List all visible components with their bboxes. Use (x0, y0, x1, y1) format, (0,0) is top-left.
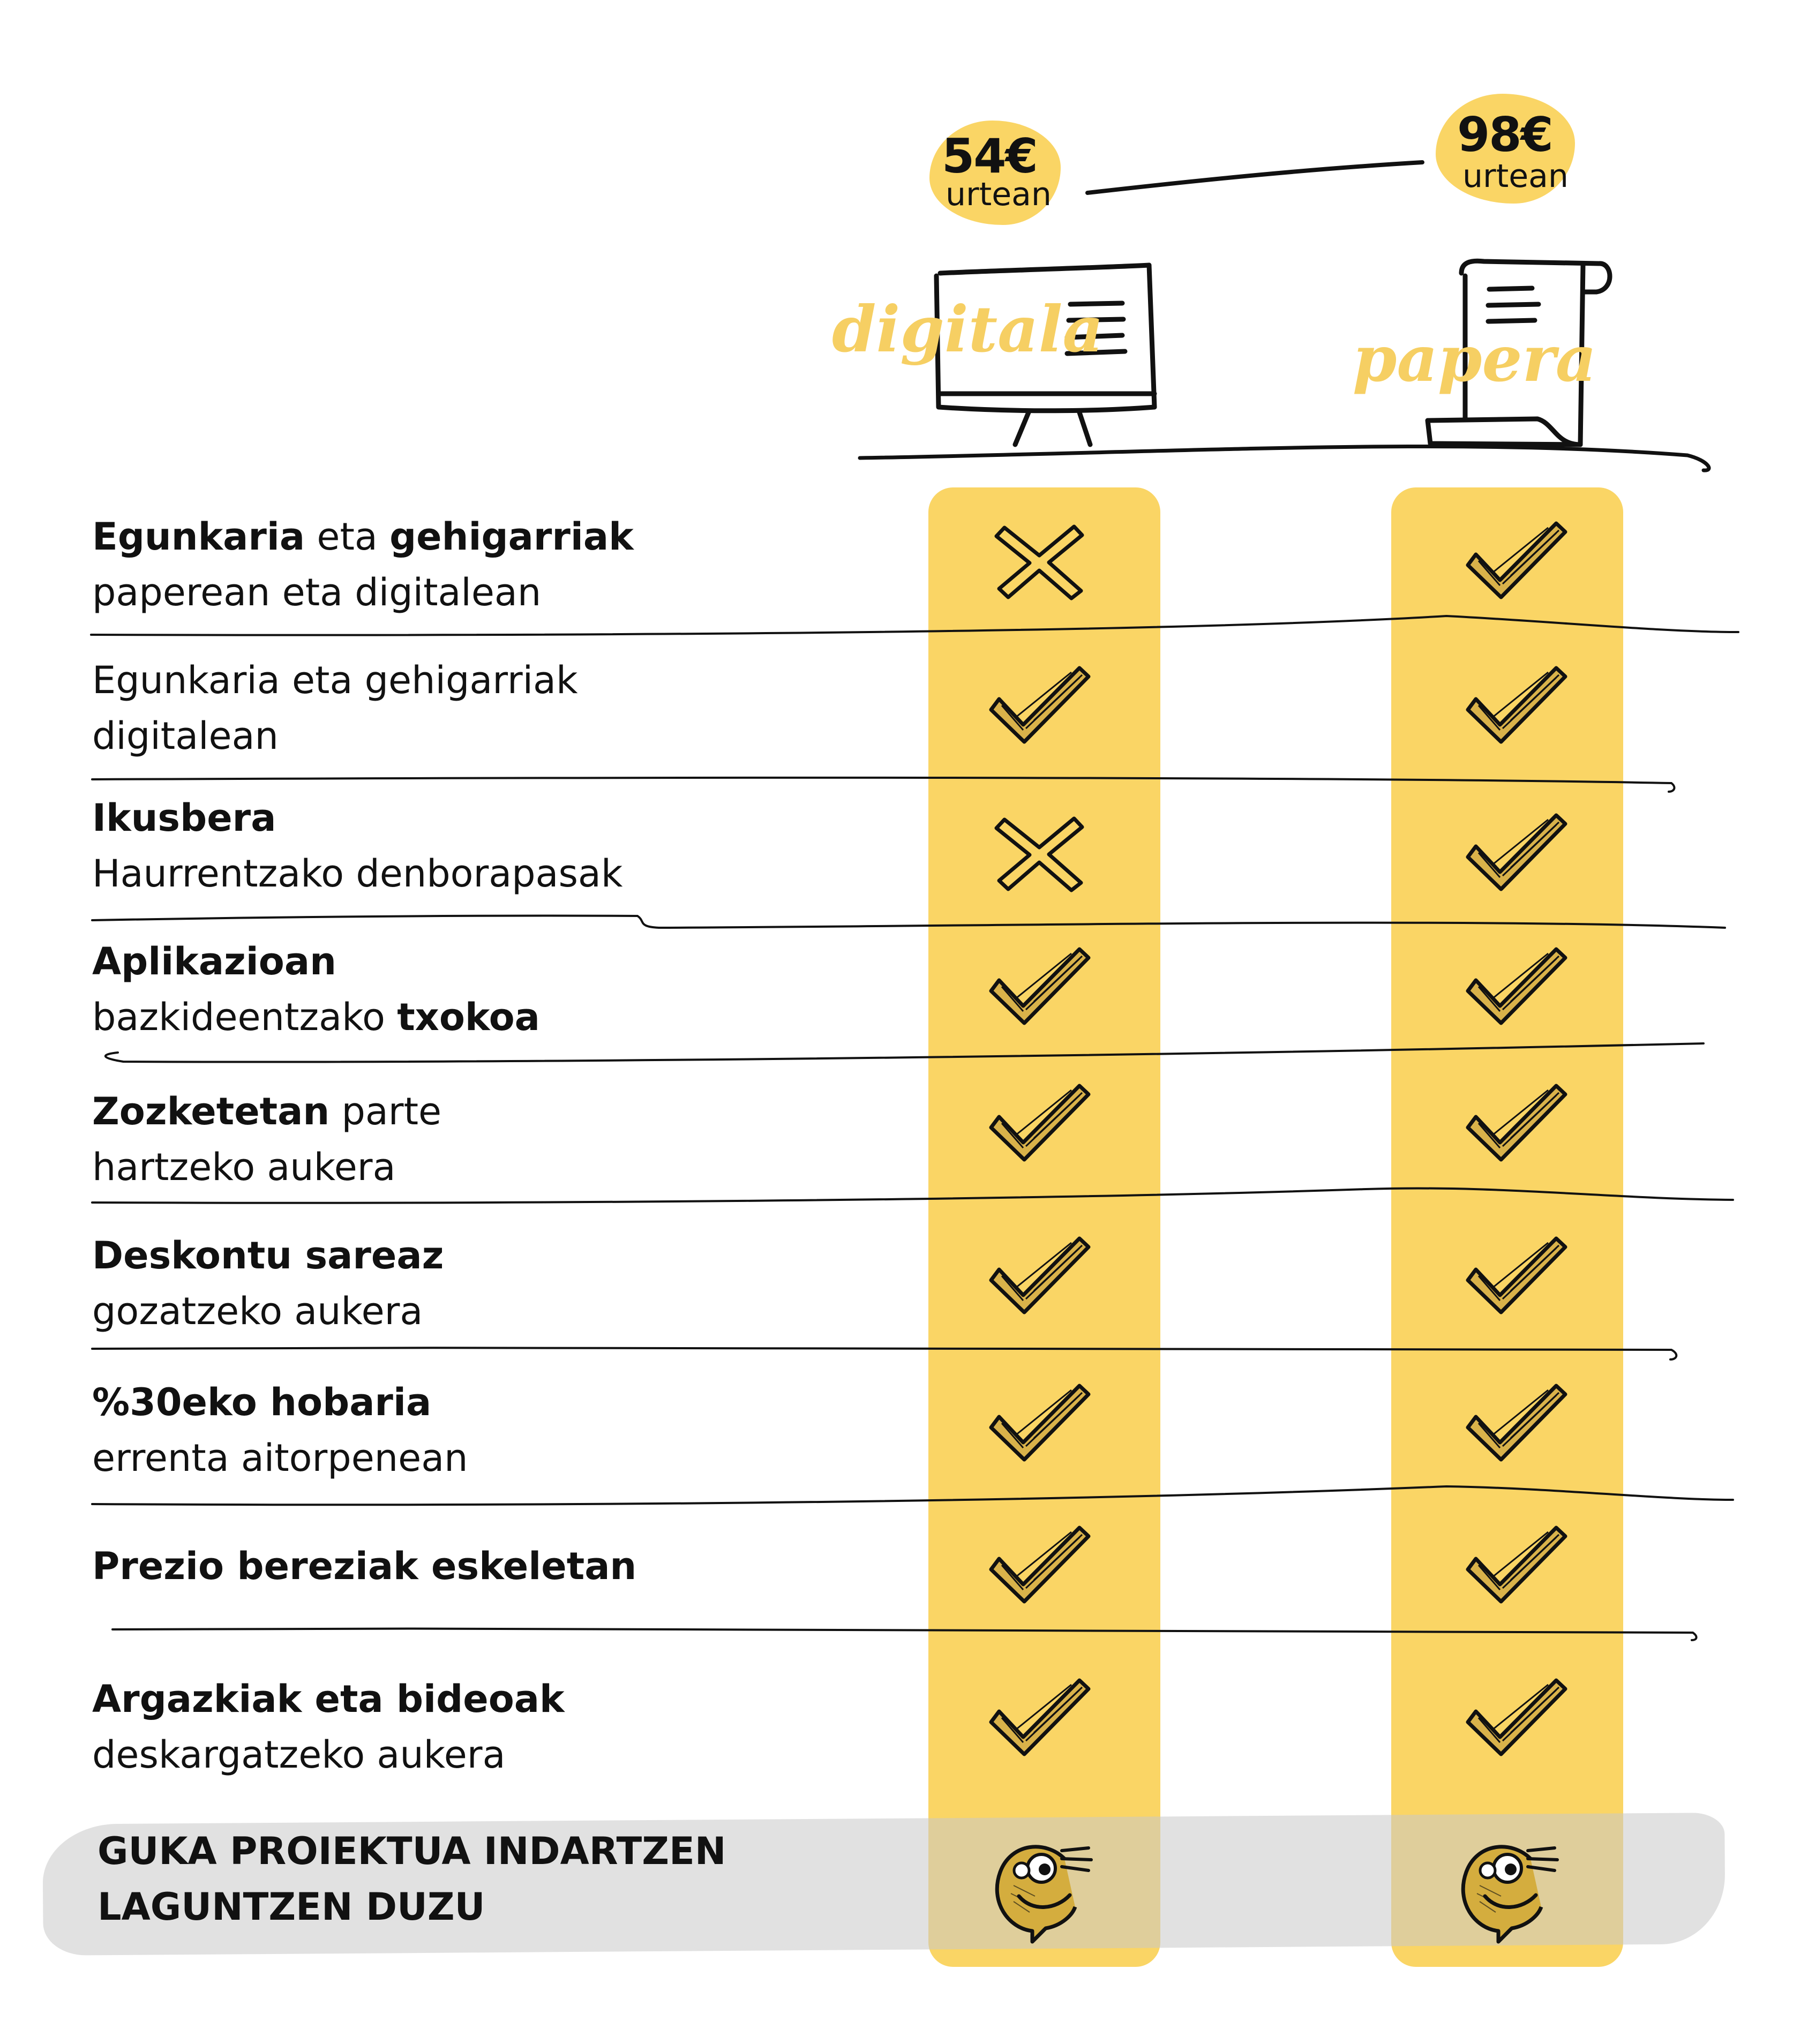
feature-row-hobaria (92, 1374, 869, 1486)
cross-icon (986, 809, 1093, 895)
feature-text: paperean eta digitalean (92, 570, 542, 614)
digital-plan-name: digitala (832, 292, 1104, 366)
feature-text-bold: Prezio bereziak eskeletan (92, 1544, 637, 1588)
feature-text-bold: %30eko hobaria (92, 1380, 432, 1424)
feature-row-eskeletan (92, 1538, 869, 1594)
check-icon (1462, 1674, 1570, 1760)
feature-text-bold: Deskontu sareaz (92, 1234, 444, 1278)
feature-text-bold: Zozketetan (92, 1089, 330, 1133)
feature-subtitle (92, 708, 869, 764)
check-icon (986, 1232, 1093, 1318)
paper-price-period: urtean (1462, 157, 1569, 195)
check-icon (986, 943, 1093, 1028)
feature-text-bold: txokoa (397, 995, 540, 1039)
feature-title (92, 790, 869, 846)
feature-text: eta (305, 515, 390, 559)
feature-row-ikusbera (92, 790, 869, 901)
feature-title (92, 1671, 869, 1727)
feature-title (92, 1084, 869, 1139)
feature-text-bold: Aplikazioan (92, 940, 336, 983)
feature-subtitle (92, 1430, 869, 1486)
feature-text: Haurrentzako denborapasak (92, 852, 623, 896)
digital-price-period: urtean (946, 176, 1052, 213)
feature-title (92, 509, 869, 565)
feature-text: errenta aitorpenean (92, 1436, 468, 1480)
check-icon (1462, 809, 1570, 895)
guka-mascot-icon (1447, 1827, 1565, 1944)
paper-plan-name: papera (1353, 321, 1597, 396)
feature-text-bold: Ikusbera (92, 796, 276, 840)
check-icon (1462, 1079, 1570, 1165)
feature-title (92, 1538, 869, 1594)
guka-mascot-icon (981, 1827, 1099, 1944)
feature-row-egunkaria-digital (92, 652, 869, 764)
feature-title (92, 934, 869, 989)
digital-price: 54€ (942, 129, 1037, 184)
feature-title (92, 1374, 869, 1430)
guka-text-line1: GUKA PROIEKTUA INDARTZEN (97, 1829, 726, 1873)
check-icon (1462, 662, 1570, 747)
feature-row-zozketetan (92, 1084, 869, 1195)
feature-text-bold: Egunkaria (92, 515, 305, 559)
cross-icon (986, 517, 1093, 603)
check-icon (1462, 1521, 1570, 1607)
feature-text: parte (329, 1089, 442, 1133)
feature-text: hartzeko aukera (92, 1145, 396, 1189)
feature-subtitle (92, 1283, 869, 1339)
paper-price: 98€ (1457, 107, 1552, 162)
check-icon (1462, 1379, 1570, 1465)
feature-text-bold: Argazkiak eta bideoak (92, 1677, 565, 1721)
feature-text: deskargatzeko aukera (92, 1733, 506, 1777)
feature-row-argazkiak (92, 1671, 869, 1783)
check-icon (986, 662, 1093, 747)
feature-row-aplikazioan (92, 934, 869, 1045)
feature-subtitle (92, 989, 869, 1045)
check-icon (986, 1379, 1093, 1465)
feature-text: bazkideentzako (92, 995, 397, 1039)
feature-title (92, 652, 869, 708)
feature-text: digitalean (92, 714, 279, 758)
feature-row-egunkaria-papera (92, 509, 869, 620)
feature-text: Egunkaria eta gehigarriak (92, 658, 578, 702)
feature-subtitle (92, 565, 869, 620)
feature-subtitle (92, 846, 869, 901)
feature-row-deskontu (92, 1228, 869, 1339)
feature-title (92, 1228, 869, 1283)
check-icon (1462, 517, 1570, 603)
feature-text-bold: gehigarriak (389, 515, 634, 559)
check-icon (1462, 943, 1570, 1028)
feature-subtitle (92, 1727, 869, 1783)
guka-text-line2: LAGUNTZEN DUZU (97, 1885, 485, 1929)
check-icon (986, 1674, 1093, 1760)
check-icon (986, 1079, 1093, 1165)
check-icon (1462, 1232, 1570, 1318)
check-icon (986, 1521, 1093, 1607)
feature-subtitle (92, 1139, 869, 1195)
feature-text: gozatzeko aukera (92, 1289, 423, 1333)
